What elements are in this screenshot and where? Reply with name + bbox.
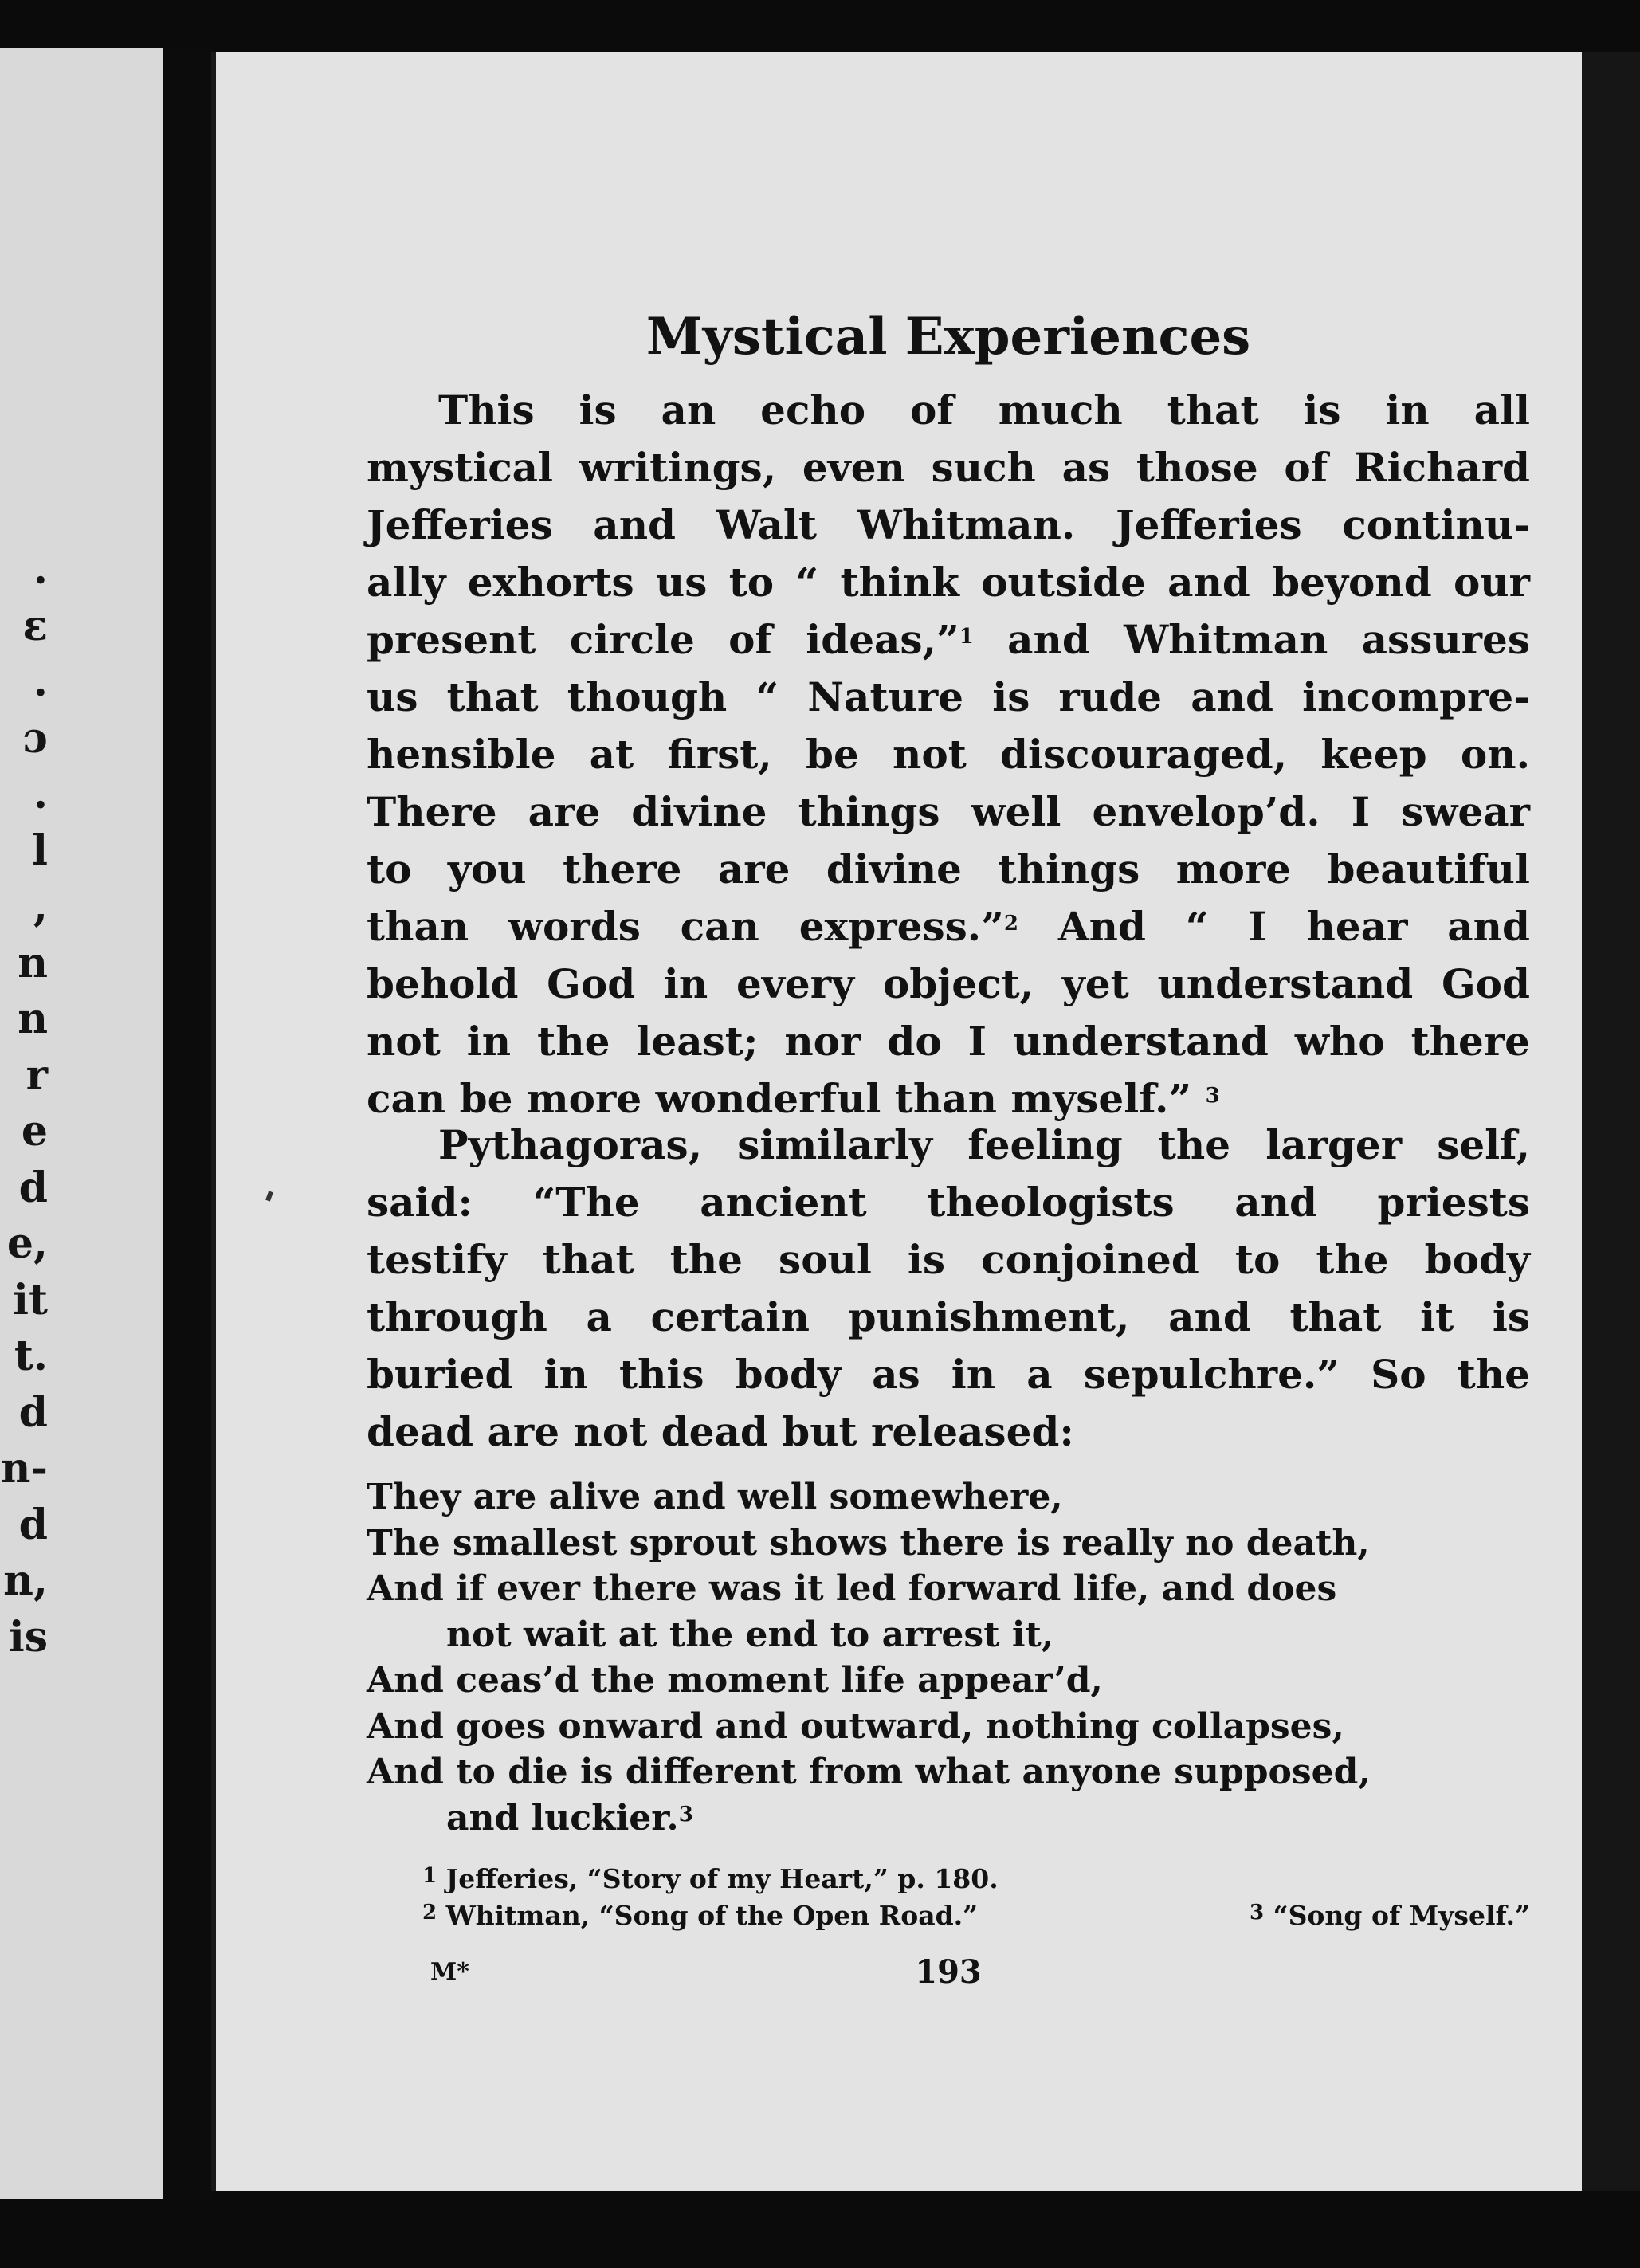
text-line: said: “The ancient theologists and priests xyxy=(367,1179,1530,1226)
footnote-mark: 2 xyxy=(1003,912,1018,936)
footnote-text: Whitman, “Song of the Open Road.” xyxy=(445,1900,979,1931)
text-line: dead are not dead but released: xyxy=(367,1408,1074,1455)
text-line: This is an echo of much that is in all xyxy=(438,387,1530,434)
fragment-line: n, xyxy=(3,1556,48,1605)
fragment-line: d xyxy=(18,1500,48,1549)
text-line: Pythagoras, similarly feeling the larger self, xyxy=(438,1121,1530,1168)
fragment-line: is xyxy=(8,1612,48,1662)
text-line: There are divine things well envelop’d. I swear xyxy=(367,788,1530,835)
text-line xyxy=(367,611,1530,669)
fragment-line: ɔ xyxy=(22,713,48,763)
footnote xyxy=(1250,1897,1530,1934)
footnote-number: 1 xyxy=(422,1864,437,1888)
verse-line: And ceas’d the moment life appear’d, xyxy=(367,1660,1103,1701)
footnote-mark: 3 xyxy=(1205,1084,1220,1108)
text-line: ally exhorts us to “ think outside and beyond our xyxy=(367,559,1530,606)
text-line: buried in this body as in a sepulchre.” So the xyxy=(367,1351,1530,1398)
fragment-line: l xyxy=(32,826,48,875)
verse-line: They are alive and well somewhere, xyxy=(367,1477,1063,1517)
fragment-line: t. xyxy=(14,1332,48,1380)
verse-line: And if ever there was it led forward life, and does xyxy=(367,1568,1337,1609)
footnote-mark: 3 xyxy=(678,1802,693,1827)
fragment-line: d xyxy=(18,1163,48,1212)
facing-page-fragment xyxy=(0,48,163,2199)
fragment-line: . xyxy=(33,545,48,594)
fragment-line: it xyxy=(13,1275,48,1324)
page-edge-dark xyxy=(1582,52,1640,2191)
text-line xyxy=(367,898,1530,955)
book-page xyxy=(211,52,1582,2191)
text-segment: present circle of ideas,” xyxy=(367,616,959,663)
fragment-line: n- xyxy=(0,1444,48,1493)
text-line: us that though “ Nature is rude and incompre- xyxy=(367,673,1530,720)
facing-page-text xyxy=(0,542,48,1666)
footnote-mark: 1 xyxy=(959,625,974,649)
text-line: to you there are divine things more beautiful xyxy=(367,846,1530,893)
verse-line xyxy=(367,1795,1530,1842)
fragment-line: , xyxy=(33,882,48,931)
text-line: not in the least; nor do I understand who there xyxy=(367,1018,1530,1065)
text-line: testify that the soul is conjoined to the body xyxy=(367,1236,1530,1283)
footnote xyxy=(422,1861,1530,1897)
fragment-line: . xyxy=(33,657,48,706)
paragraph xyxy=(367,382,1530,1128)
text-segment: and luckier. xyxy=(446,1797,679,1838)
footnote-number: 3 xyxy=(1250,1901,1265,1925)
text-line: hensible at first, be not discouraged, keep on. xyxy=(367,731,1530,778)
verse-line: And to die is different from what anyone supposed, xyxy=(367,1752,1371,1792)
text-segment: can be more wonderful than myself.” xyxy=(367,1075,1192,1122)
verse-line: The smallest sprout shows there is really no death, xyxy=(367,1522,1370,1564)
running-head: Mystical Experiences xyxy=(645,307,1251,367)
verse-line: not wait at the end to arrest it, xyxy=(446,1614,1054,1655)
paragraph xyxy=(367,1116,1530,1461)
text-segment: than words can express.” xyxy=(367,903,1004,950)
fragment-line: e xyxy=(21,1107,48,1156)
text-segment: and Whitman assures xyxy=(973,616,1530,663)
fragment-line: ɛ xyxy=(22,601,48,650)
book-gutter xyxy=(163,48,211,2199)
fragment-line: e, xyxy=(6,1219,48,1268)
text-line: through a certain punishment, and that it is xyxy=(367,1293,1530,1340)
footnote xyxy=(422,1897,1530,1934)
text-line: Jefferies and Walt Whitman. Jefferies continu- xyxy=(367,501,1530,548)
footnotes xyxy=(422,1861,1530,1934)
verse-line: And goes onward and outward, nothing collapses, xyxy=(367,1705,1344,1747)
text-line: mystical writings, even such as those of Richard xyxy=(367,444,1530,491)
fragment-line: r xyxy=(26,1050,48,1100)
text-line: behold God in every object, yet understand God xyxy=(367,960,1530,1007)
fragment-line: n xyxy=(18,938,48,987)
fragment-line: n xyxy=(18,995,48,1043)
verse-quotation xyxy=(367,1474,1530,1841)
fragment-line: . xyxy=(33,770,48,818)
page-number: 193 xyxy=(915,1953,982,1991)
text-segment: And “ I hear and xyxy=(1018,903,1530,950)
footnote-text: “Song of Myself.” xyxy=(1273,1900,1530,1931)
fragment-line: d xyxy=(18,1387,48,1437)
footnote-number: 2 xyxy=(422,1901,437,1925)
signature-mark: M* xyxy=(430,1958,469,1986)
footnote-text: Jefferies, “Story of my Heart,” p. 180. xyxy=(445,1863,999,1894)
